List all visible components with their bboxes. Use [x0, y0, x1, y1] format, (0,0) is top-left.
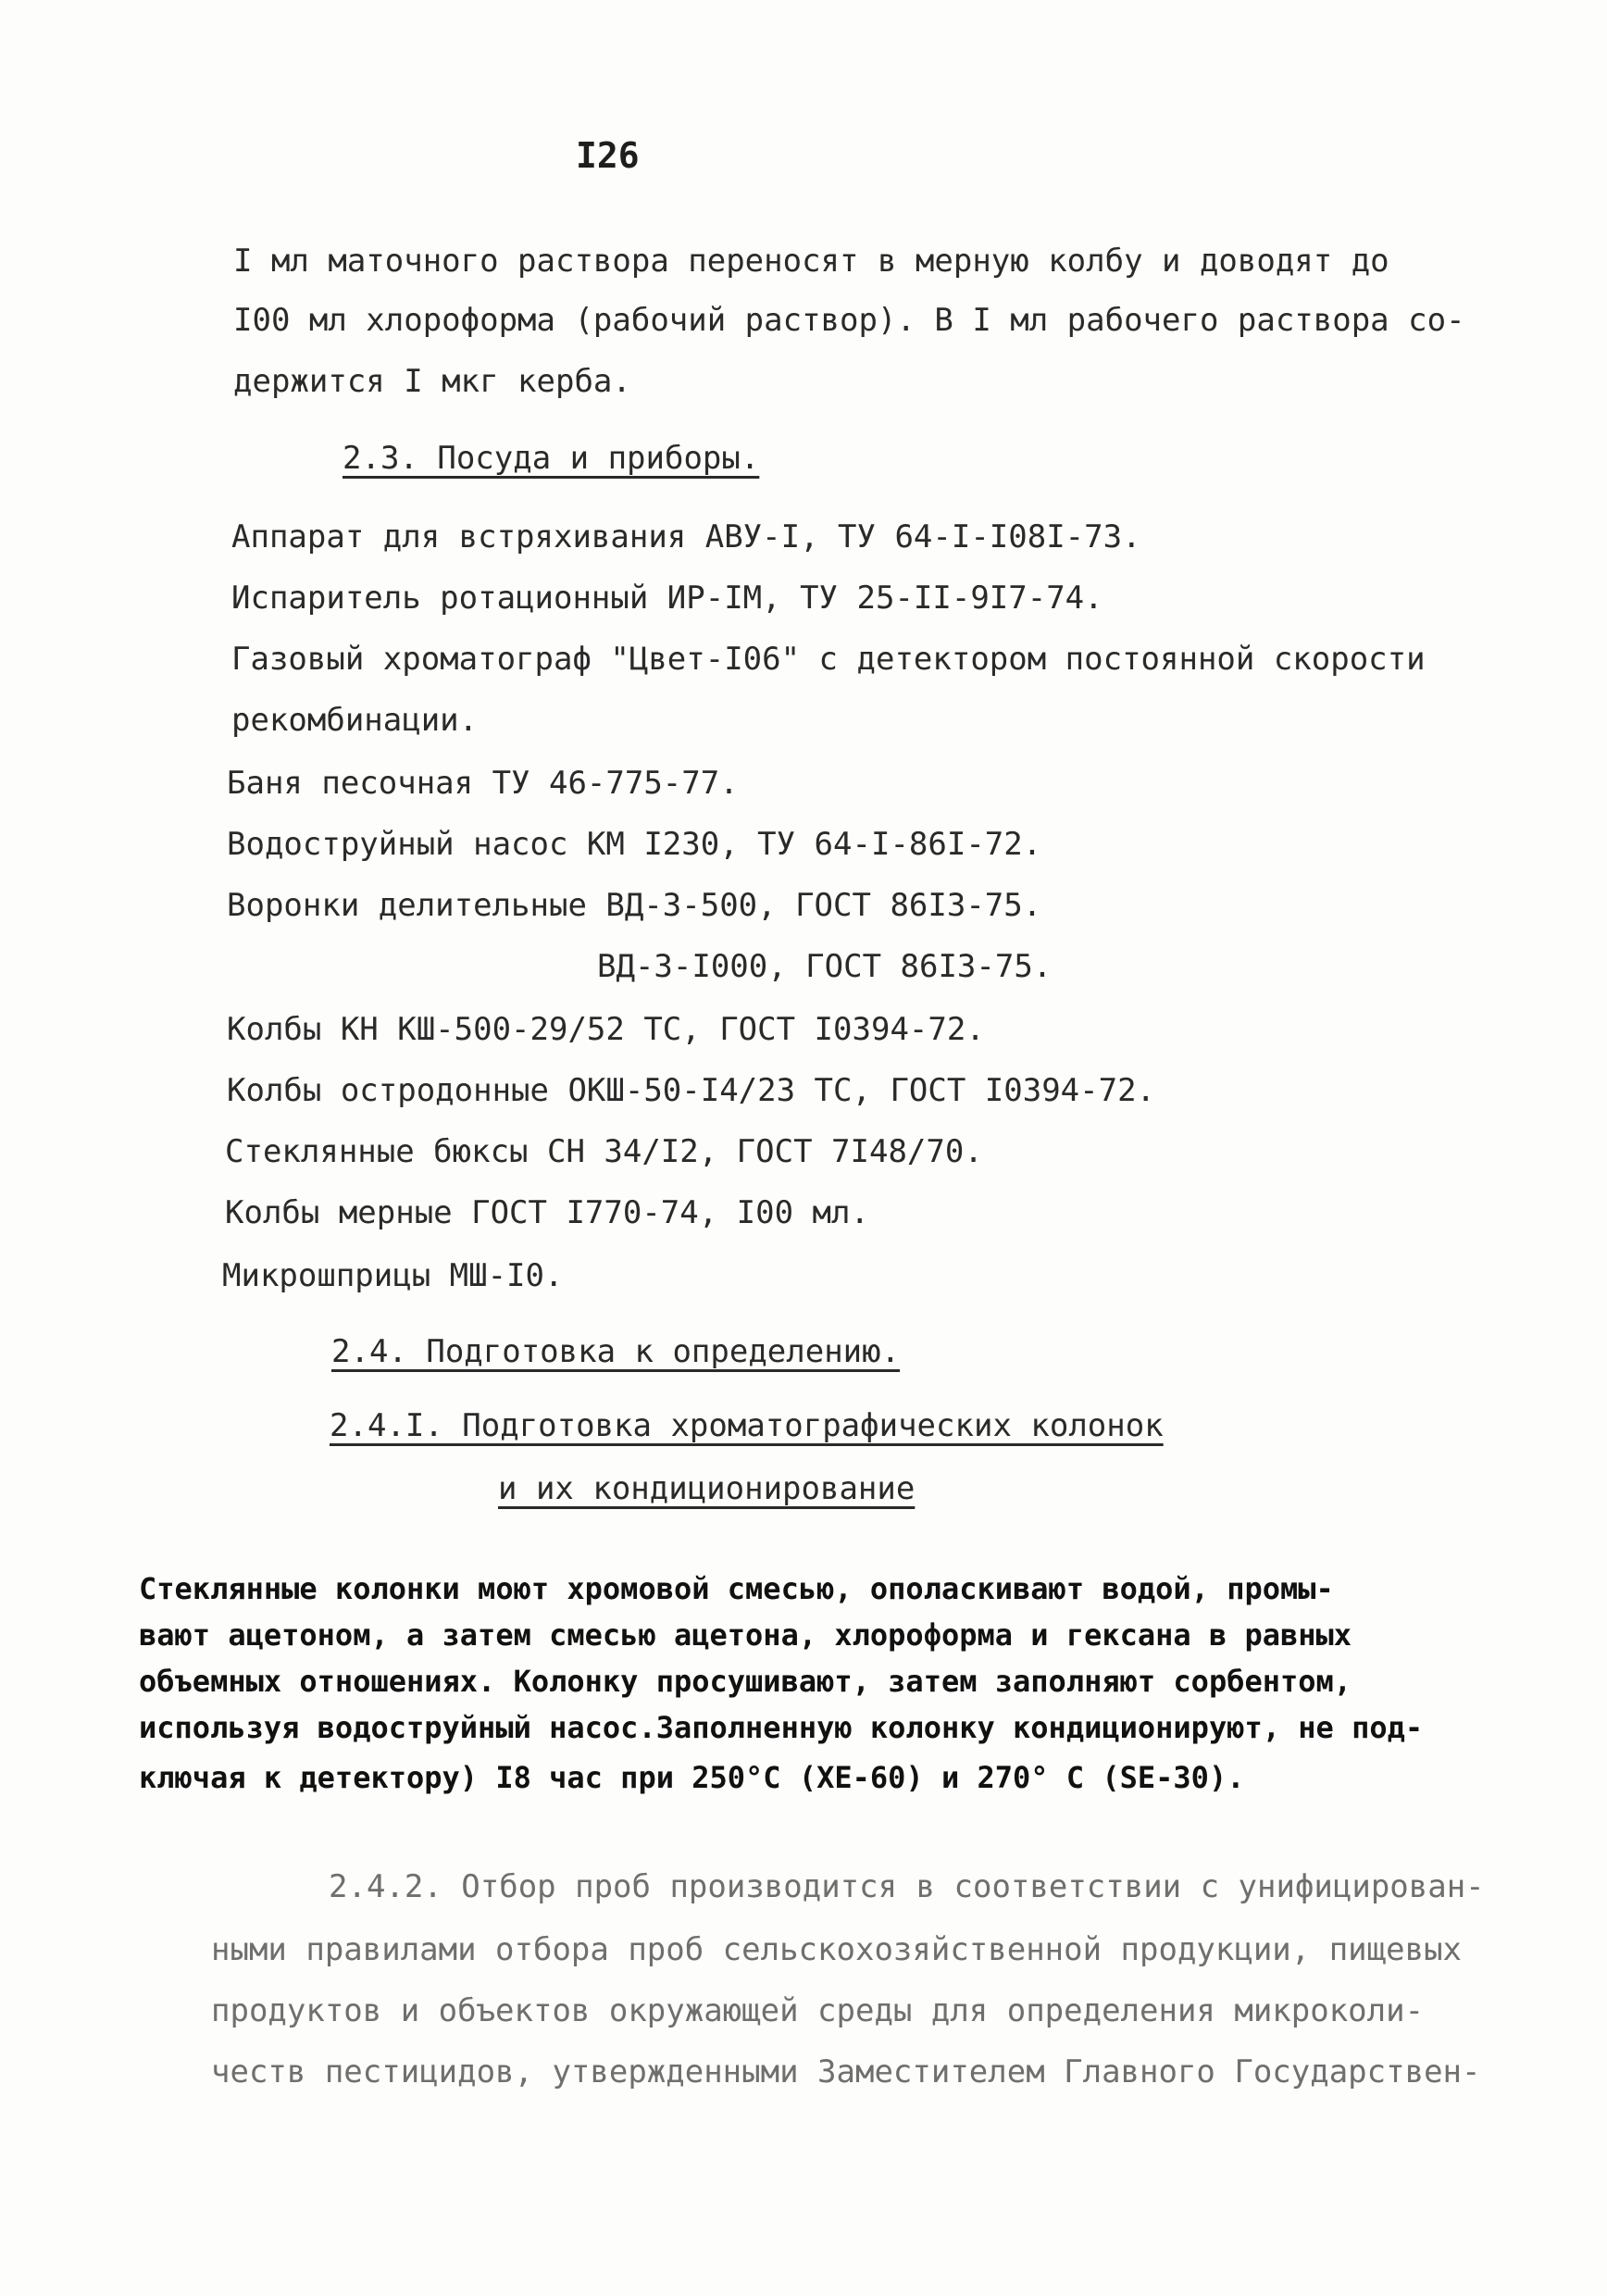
equipment-line: рекомбинации.: [231, 702, 479, 739]
equipment-line: Колбы КН КШ-500-29/52 ТС, ГОСТ I0394-72.: [227, 1011, 985, 1048]
equipment-line: ВД-3-I000, ГОСТ 86I3-75.: [597, 948, 1053, 985]
section-2-4-2-line: честв пестицидов, утвержденными Заместителем Главного Государствен-: [211, 2053, 1481, 2090]
equipment-line: Стеклянные бюксы СН 34/I2, ГОСТ 7I48/70.: [225, 1133, 983, 1170]
equipment-line: Аппарат для встряхивания АВУ-I, ТУ 64-I-I08I-73.: [231, 518, 1141, 555]
equipment-line: Газовый хроматограф "Цвет-I06" с детектором постоянной скорости: [231, 641, 1426, 678]
paragraph-line: вают ацетоном, а затем смесью ацетона, хлороформа и гексана в равных: [139, 1617, 1352, 1653]
section-2-4-2-line: ными правилами отбора проб сельскохозяйственной продукции, пищевых: [211, 1931, 1463, 1968]
intro-line-1: I мл маточного раствора переносят в мерную колбу и доводят до: [233, 243, 1389, 280]
equipment-line: Микрошприцы МШ-I0.: [222, 1257, 564, 1294]
equipment-line: Колбы остродонные ОКШ-50-I4/23 ТС, ГОСТ I0394-72.: [227, 1072, 1156, 1109]
intro-line-2: I00 мл хлороформа (рабочий раствор). В I мл рабочего раствора со-: [233, 302, 1465, 339]
equipment-line: Воронки делительные ВД-3-500, ГОСТ 86I3-75.: [227, 887, 1042, 924]
section-2-4-2-line: продуктов и объектов окружающей среды для определения микроколи-: [211, 1992, 1425, 2029]
paragraph-line: ключая к детектору) I8 час при 250°С (ХЕ-60) и 270° С (SЕ-30).: [139, 1760, 1245, 1795]
section-2-4-heading: 2.4. Подготовка к определению.: [331, 1333, 901, 1370]
paragraph-line: используя водоструйный насос.Заполненную колонку кондиционируют, не под-: [139, 1710, 1424, 1745]
section-2-4-1-heading-cont: и их кондиционирование: [498, 1470, 916, 1507]
section-2-4-1-heading: 2.4.I. Подготовка хроматографических колонок: [330, 1407, 1164, 1444]
equipment-line: Баня песочная ТУ 46-775-77.: [227, 765, 739, 802]
equipment-line: Водоструйный насос КМ I230, ТУ 64-I-86I-72.: [227, 826, 1042, 863]
equipment-line: Испаритель ротационный ИР-IМ, ТУ 25-II-9I7-74.: [231, 580, 1103, 617]
page-number: I26: [576, 135, 640, 176]
section-2-4-2-line: 2.4.2. Отбор проб производится в соответствии с унифицирован-: [329, 1868, 1485, 1905]
section-2-3-heading: 2.3. Посуда и приборы.: [343, 440, 760, 477]
equipment-line: Колбы мерные ГОСТ I770-74, I00 мл.: [225, 1194, 869, 1231]
intro-line-3: держится I мкг керба.: [233, 363, 631, 400]
paragraph-line: Стеклянные колонки моют хромовой смесью, ополаскивают водой, промы-: [139, 1571, 1334, 1606]
paragraph-line: объемных отношениях. Колонку просушивают, затем заполняют сорбентом,: [139, 1664, 1352, 1699]
